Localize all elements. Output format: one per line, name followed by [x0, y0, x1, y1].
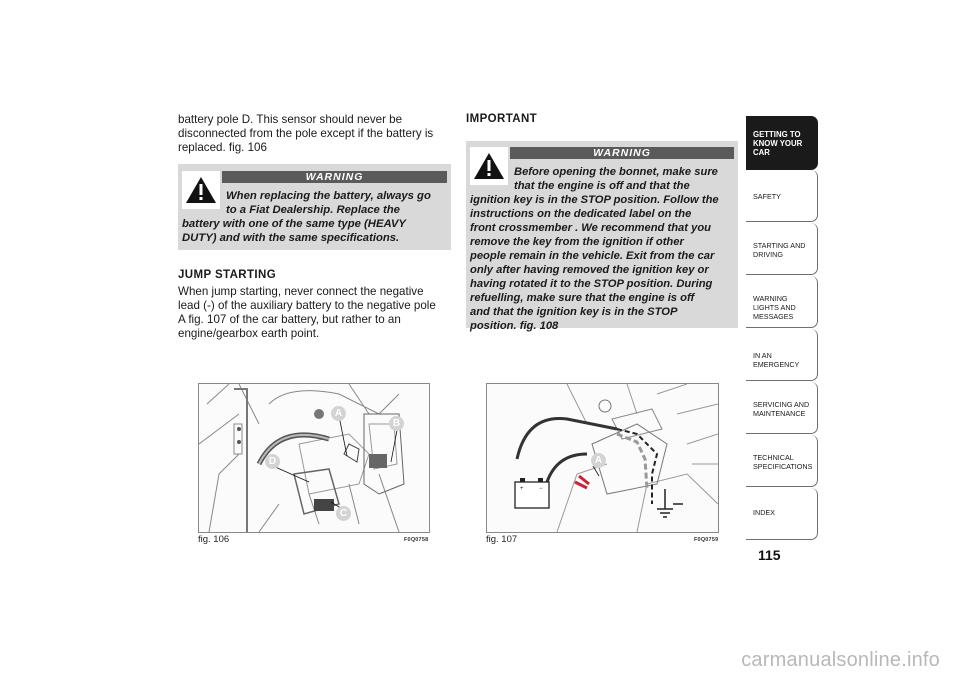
intro-paragraph	[178, 113, 453, 155]
warning-line: position. fig. 108	[470, 320, 559, 332]
warning-line: to a Fiat Dealership. Replace the	[226, 204, 400, 216]
svg-text:−: −	[539, 486, 543, 492]
text-line: disconnected from the pole except if the battery is	[178, 127, 434, 140]
figure-107-code: F0Q0759	[694, 537, 719, 543]
tab-label: IN AN EMERGENCY	[753, 351, 800, 369]
warning-line: remove the key from the ignition if other	[470, 236, 684, 248]
callout-letter: D	[268, 456, 277, 467]
callout-label-a	[331, 406, 346, 421]
warning-line: instructions on the dedicated label on the	[470, 208, 692, 220]
page-number: 115	[758, 547, 781, 563]
warning-line: that the engine is off and that the	[514, 180, 690, 192]
jump-starting-heading: JUMP STARTING	[178, 269, 277, 281]
warning-line: battery with one of the same type (HEAVY	[182, 218, 406, 230]
figure-106-caption: fig. 106	[198, 534, 230, 545]
tab-label: TECHNICAL SPECIFICATIONS	[753, 453, 813, 471]
figure-107-image	[486, 383, 719, 533]
warning-text	[182, 189, 450, 245]
jump-starting-section	[178, 269, 453, 341]
callout-label-c	[336, 506, 351, 521]
warning-line: Before opening the bonnet, make sure	[514, 166, 718, 178]
callout-letter: B	[392, 418, 401, 429]
text-line: battery pole D. This sensor should never be	[178, 113, 403, 126]
svg-text:+: +	[520, 486, 524, 492]
warning-title-bar: WARNING	[222, 171, 447, 183]
figure-106-code: F0Q0758	[404, 537, 429, 543]
callout-letter: A	[334, 408, 343, 419]
earth-ground-icon	[657, 489, 683, 517]
watermark-text: carmanualsonline.info	[741, 649, 940, 671]
warning-title-bar: WARNING	[510, 147, 734, 159]
tab-label: SERVICING AND MAINTENANCE	[753, 400, 810, 418]
bonnet-warning-box	[466, 141, 738, 332]
warning-line: people remain in the vehicle. Exit from the car	[470, 250, 715, 262]
tab-label: GETTING TO KNOW YOUR CAR	[753, 130, 803, 157]
tab-index[interactable]	[746, 488, 818, 540]
jump-starting-paragraph	[178, 285, 453, 341]
warning-line: DUTY) and with the same specifications.	[182, 232, 400, 244]
battery-warning-box	[178, 164, 451, 250]
text-line: A fig. 107 of the car battery, but rather to an	[178, 313, 401, 326]
tab-starting-and-driving[interactable]	[746, 223, 818, 275]
tab-label: INDEX	[753, 508, 775, 517]
figure-107-caption: fig. 107	[486, 534, 518, 545]
tab-in-an-emergency[interactable]	[746, 329, 818, 381]
warning-line: When replacing the battery, always go	[226, 190, 431, 202]
tab-getting-to-know-your-car[interactable]	[746, 116, 818, 170]
warning-text	[470, 165, 736, 333]
callout-label-a	[591, 453, 606, 468]
callout-letter: A	[594, 455, 603, 466]
callout-label-d	[265, 454, 280, 469]
auxiliary-battery-icon	[515, 478, 549, 508]
tab-label: SAFETY	[753, 192, 781, 201]
battery-sensor-illustration	[199, 384, 429, 532]
tab-safety[interactable]	[746, 170, 818, 222]
callout-label-b	[389, 416, 404, 431]
text-line: replaced. fig. 106	[178, 141, 267, 154]
warning-line: ignition key is in the STOP position. Follow the	[470, 194, 719, 206]
text-line: engine/gearbox earth point.	[178, 327, 320, 340]
tab-servicing-and-maintenance[interactable]	[746, 382, 818, 434]
warning-line: and that the ignition key is in the STOP	[470, 306, 678, 318]
callout-letter: C	[339, 508, 348, 519]
important-heading: IMPORTANT	[466, 113, 538, 125]
warning-line: front crossmember . We recommend that you	[470, 222, 712, 234]
tab-label: WARNING LIGHTS AND MESSAGES	[753, 294, 796, 321]
warning-line: having rotated it to the STOP position. During	[470, 278, 713, 290]
tab-warning-lights-and-messages[interactable]	[746, 276, 818, 328]
tab-technical-specifications[interactable]	[746, 435, 818, 487]
tab-label: STARTING AND DRIVING	[753, 241, 806, 259]
warning-line: only after having removed the ignition key or	[470, 264, 709, 276]
right-column	[466, 113, 738, 125]
figure-106-image	[198, 383, 430, 533]
text-line: When jump starting, never connect the negative	[178, 285, 424, 298]
text-line: lead (-) of the auxiliary battery to the negative pole	[178, 299, 436, 312]
left-column	[178, 113, 453, 155]
warning-line: refuelling, make sure that the engine is off	[470, 292, 695, 304]
